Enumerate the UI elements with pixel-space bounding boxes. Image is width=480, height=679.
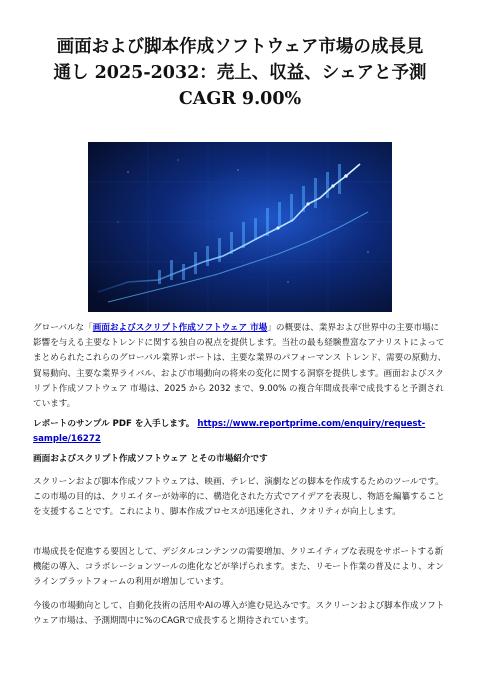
title-line-3: CAGR 9.00% — [178, 89, 302, 109]
page-title — [30, 34, 450, 112]
intro-prefix: グローバルな「 — [33, 323, 93, 333]
sample-request-link[interactable]: https://www.reportprime.com/enquiry/request-sample/16272 — [33, 419, 426, 445]
title-line-2: 通し 2025-2032：売上、収益、シェアと予測 — [53, 63, 427, 83]
sample-label: レポートのサンプル PDF を入手します。 — [33, 419, 195, 429]
market-report-link[interactable]: 画面およびスクリプト作成ソフトウェア 市場 — [92, 323, 268, 333]
section-heading: 画面およびスクリプト作成ソフトウェア とその市場紹介です — [33, 454, 268, 464]
intro-suffix: 」の概要は、業界および世界中の主要市場に影響を与える主要なトレンドに関する独自の視点を提供します。当社の最も経験豊富なアナリストによってまとめられたこれらのグローバル業界レポートは、主要な業界のパフォーマンス トレンド、需要の原動力、貿易動向、主要な業界ライバル、および市場動向の将来の変化に関する洞察を提供します。画面およびスクリプト作成ソフトウェア 市場は、2025 から 2032 まで、9.00% の複合年間成長率で成長すると予測されています。 — [33, 323, 447, 410]
title-line-1: 画面および脚本作成ソフトウェア市場の成長見 — [56, 37, 424, 57]
growth-chart-icon — [88, 142, 392, 312]
future-trends-paragraph: 今後の市場動向として、自動化技術の活用やAIの導入が進む見込みです。スクリーンおよび脚本作成ソフトウェア市場は、予測期間中に%のCAGRで成長すると期待されています。 — [33, 601, 445, 627]
overview-paragraph: スクリーンおよび脚本作成ソフトウェアは、映画、テレビ、演劇などの脚本を作成するためのツールです。この市場の目的は、クリエイターが効率的に、構造化された方式でアイデアを表現し、物語を編纂することを支援することです。これにより、脚本作成プロセスが迅速化され、クオリティが向上します。 — [33, 477, 445, 518]
sample-request — [33, 417, 447, 447]
growth-chart-image — [88, 142, 392, 312]
intro-paragraph — [33, 321, 447, 412]
growth-drivers-paragraph: 市場成長を促進する要因として、デジタルコンテンツの需要増加、クリエイティブな表現をサポートする新機能の導入、コラボレーションツールの進化などが挙げられます。また、リモート作業の普及により、オンラインプラットフォームの利用が増加しています。 — [33, 547, 444, 588]
